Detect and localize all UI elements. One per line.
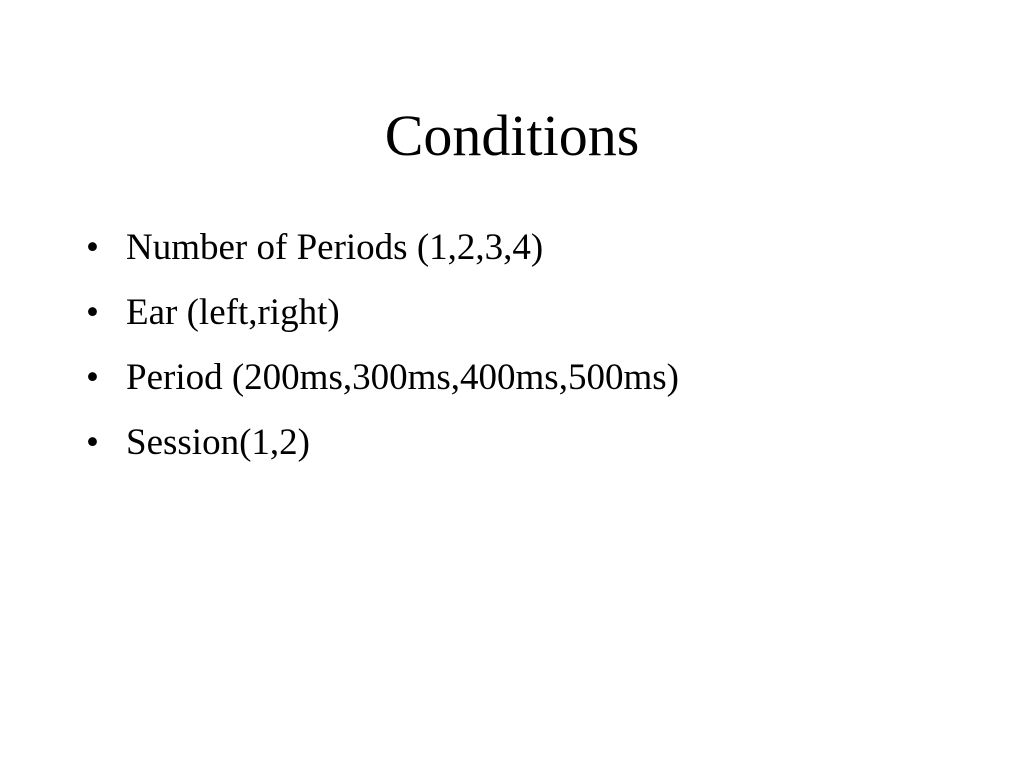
bullet-icon: •	[86, 292, 99, 333]
bullet-icon: •	[86, 422, 99, 463]
bullet-item-number-of-periods	[86, 226, 986, 270]
bullet-icon: •	[86, 357, 99, 398]
slide-title: Conditions	[384, 103, 640, 168]
bullet-icon: •	[86, 227, 99, 268]
bullet-text: Session(1,2)	[126, 422, 310, 463]
bullet-item-session	[86, 421, 986, 465]
bullet-text: Ear (left,right)	[126, 292, 340, 333]
bullet-item-ear	[86, 291, 986, 335]
bullet-list	[86, 226, 986, 486]
bullet-item-period	[86, 356, 986, 400]
bullet-text: Number of Periods (1,2,3,4)	[126, 227, 544, 268]
bullet-text: Period (200ms,300ms,400ms,500ms)	[126, 357, 679, 398]
